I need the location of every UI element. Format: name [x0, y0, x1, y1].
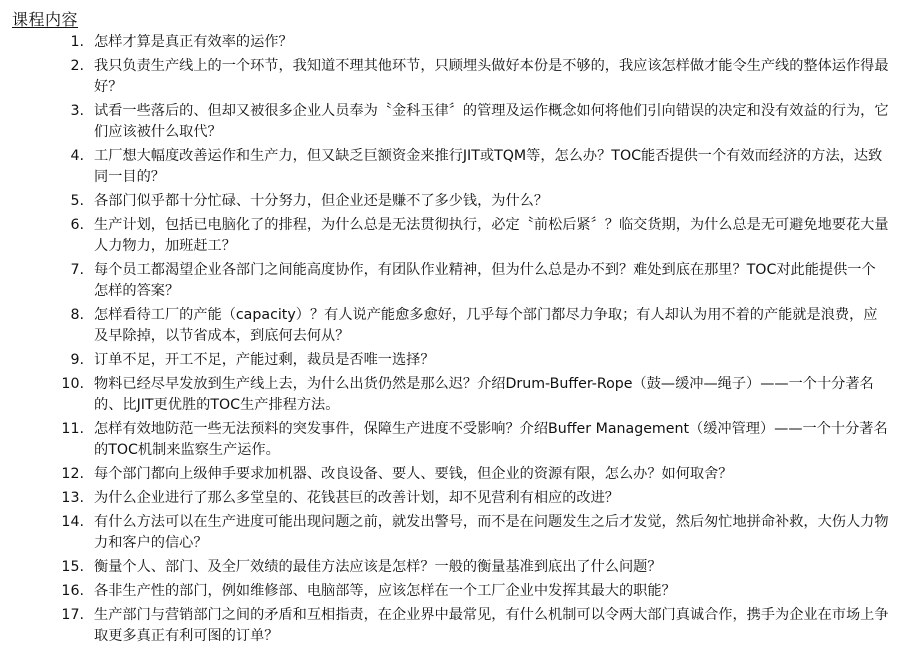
item-number: 1. [70, 34, 84, 50]
item-text: 试看一些落后的、但却又被很多企业人员奉为〝金科玉律〞的管理及运作概念如何将他们引向错误的决定和没有效益的行为，它们应该被什么取代？ [94, 103, 889, 140]
item-text: 生产部门与营销部门之间的矛盾和互相指责，在企业界中最常见，有什么机制可以令两大部门真诚合作，携手为企业在市场上争取更多真正有利可图的订单？ [94, 607, 889, 644]
item-number: 4. [70, 148, 84, 164]
item-number: 10. [61, 376, 84, 392]
list-item [0, 215, 907, 257]
list-item [0, 605, 907, 647]
item-text: 各非生产性的部门，例如维修部、电脑部等，应该怎样在一个工厂企业中发挥其最大的职能？ [94, 583, 676, 599]
list-item [0, 557, 907, 578]
item-text: 怎样才算是真正有效率的运作？ [94, 34, 293, 50]
item-number: 6. [70, 217, 84, 233]
item-number: 12. [61, 466, 84, 482]
item-text: 各部门似乎都十分忙碌、十分努力，但企业还是赚不了多少钱，为什么？ [94, 193, 549, 209]
item-text: 每个部门都向上级伸手要求加机器、改良设备、要人、要钱，但企业的资源有限，怎么办？如何取舍？ [94, 466, 733, 482]
item-text: 我只负责生产线上的一个环节，我知道不理其他环节，只顾埋头做好本份是不够的，我应该怎样做才能令生产线的整体运作得最好？ [94, 58, 889, 95]
list-item [0, 350, 907, 371]
item-number: 16. [61, 583, 84, 599]
item-text: 订单不足，开工不足，产能过剩，裁员是否唯一选择？ [94, 352, 435, 368]
item-text: 怎样看待工厂的产能（capacity）？有人说产能愈多愈好，几乎每个部门都尽力争取；有人却认为用不着的产能就是浪费，应及早除掉，以节省成本，到底何去何从？ [94, 307, 878, 344]
item-text: 怎样有效地防范一些无法预料的突发事件，保障生产进度不受影响？介绍Buffer Management（缓冲管理）——一个十分著名的TOC机制来监察生产运作。 [94, 421, 888, 458]
list-item [0, 488, 907, 509]
item-number: 15. [61, 559, 84, 575]
item-text: 每个员工都渴望企业各部门之间能高度协作，有团队作业精神，但为什么总是办不到？难处到底在那里？TOC对此能提供一个怎样的答案？ [94, 262, 876, 299]
item-text: 有什么方法可以在生产进度可能出现问题之前，就发出警号，而不是在问题发生之后才发觉，然后匆忙地拼命补救，大伤人力物力和客户的信心？ [94, 514, 889, 551]
list-item [0, 419, 907, 461]
item-text: 工厂想大幅度改善运作和生产力，但又缺乏巨额资金来推行JIT或TQM等，怎么办？TOC能否提供一个有效而经济的方法，达致同一目的？ [94, 148, 883, 185]
item-text: 生产计划，包括已电脑化了的排程，为什么总是无法贯彻执行，必定〝前松后紧〞？临交货期，为什么总是无可避免地要花大量人力物力，加班赶工？ [94, 217, 889, 254]
list-item [0, 464, 907, 485]
item-text: 衡量个人、部门、及全厂效绩的最佳方法应该是怎样？一般的衡量基准到底出了什么问题？ [94, 559, 662, 575]
list-item [0, 146, 907, 188]
item-number: 2. [70, 58, 84, 74]
list-item [0, 305, 907, 347]
item-number: 11. [61, 421, 84, 437]
item-number: 9. [70, 352, 84, 368]
list-item [0, 581, 907, 602]
item-number: 13. [61, 490, 84, 506]
list-item [0, 101, 907, 143]
list-item [0, 32, 907, 53]
item-number: 17. [61, 607, 84, 623]
item-text: 物料已经尽早发放到生产线上去，为什么出货仍然是那么迟？介绍Drum-Buffer-Rope（鼓—缓冲—绳子）——一个十分著名的、比JIT更优胜的TOC生产排程方法。 [94, 376, 874, 413]
item-number: 7. [70, 262, 84, 278]
list-item [0, 260, 907, 302]
item-number: 3. [70, 103, 84, 119]
item-number: 8. [70, 307, 84, 323]
list-item [0, 512, 907, 554]
item-text: 为什么企业进行了那么多堂皇的、花钱甚巨的改善计划，却不见营利有相应的改进？ [94, 490, 619, 506]
list-item [0, 56, 907, 98]
page-title: 课程内容 [12, 10, 79, 29]
course-item-list [0, 32, 907, 647]
item-number: 14. [61, 514, 84, 530]
list-item [0, 191, 907, 212]
list-item [0, 374, 907, 416]
item-number: 5. [70, 193, 84, 209]
